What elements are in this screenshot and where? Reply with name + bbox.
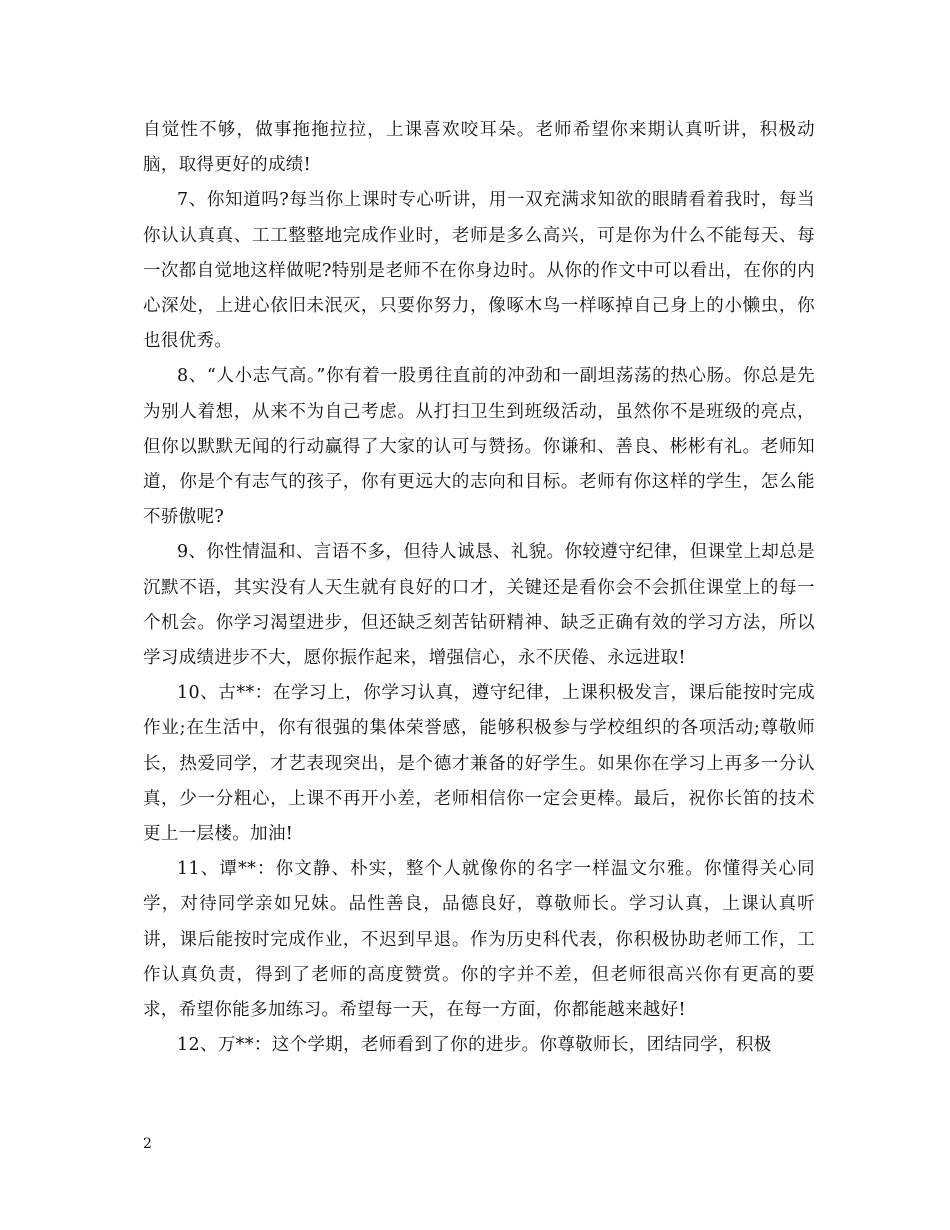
paragraph-comment-9: 9、你性情温和、言语不多，但待人诚恳、礼貌。你较遵守纪律，但课堂上却总是沉默不语，其实没有人天生就有良好的口才，关键还是看你会不会抓住课堂上的每一个机会。你学习渴望进步，但还缺乏刻苦钻研精神、缺乏正确有效的学习方法，所以学习成绩进步不大，愿你振作起来，增强信心，永不厌倦、永远进取!: [143, 542, 815, 669]
page-number: 2: [143, 1136, 152, 1152]
document-body: [143, 113, 815, 1063]
paragraph-comment-12: 12、万**：这个学期，老师看到了你的进步。你尊敬师长，团结同学，积极: [177, 1035, 772, 1056]
paragraph-comment-11: 11、谭**：你文静、朴实，整个人就像你的名字一样温文尔雅。你懂得关心同学，对待同学亲如兄妹。品性善良，品德良好，尊敬师长。学习认真，上课认真听讲，课后能按时完成作业，不迟到早退。作为历史科代表，你积极协助老师工作，工作认真负责，得到了老师的高度赞赏。你的字并不差，但老师很高兴你有更高的要求，希望你能多加练习。希望每一天，在每一方面，你都能越来越好!: [143, 859, 815, 1021]
paragraph-continuation: 自觉性不够，做事拖拖拉拉，上课喜欢咬耳朵。老师希望你来期认真听讲，积极动脑，取得更好的成绩!: [143, 120, 815, 176]
paragraph-comment-8: 8、“人小志气高。”你有着一股勇往直前的冲劲和一副坦荡荡的热心肠。你总是先为别人着想，从来不为自己考虑。从打扫卫生到班级活动，虽然你不是班级的亮点，但你以默默无闻的行动赢得了大家的认可与赞扬。你谦和、善良、彬彬有礼。老师知道，你是个有志气的孩子，你有更远大的志向和目标。老师有你这样的学生，怎么能不骄傲呢?: [143, 366, 815, 528]
paragraph-comment-10: 10、古**：在学习上，你学习认真，遵守纪律，上课积极发言，课后能按时完成作业;在生活中，你有很强的集体荣誉感，能够积极参与学校组织的各项活动;尊敬师长，热爱同学，才艺表现突出，是个德才兼备的好学生。如果你在学习上再多一分认真，少一分粗心，上课不再开小差，老师相信你一定会更棒。最后，祝你长笛的技术更上一层楼。加油!: [143, 683, 815, 845]
paragraph-comment-7: 7、你知道吗?每当你上课时专心听讲，用一双充满求知欲的眼睛看着我时，每当你认认真真、工工整整地完成作业时，老师是多么高兴，可是你为什么不能每天、每一次都自觉地这样做呢?特别是老师不在你身边时。从你的作文中可以看出，在你的内心深处，上进心依旧未泯灭，只要你努力，像啄木鸟一样啄掉自己身上的小懒虫，你也很优秀。: [143, 190, 815, 352]
